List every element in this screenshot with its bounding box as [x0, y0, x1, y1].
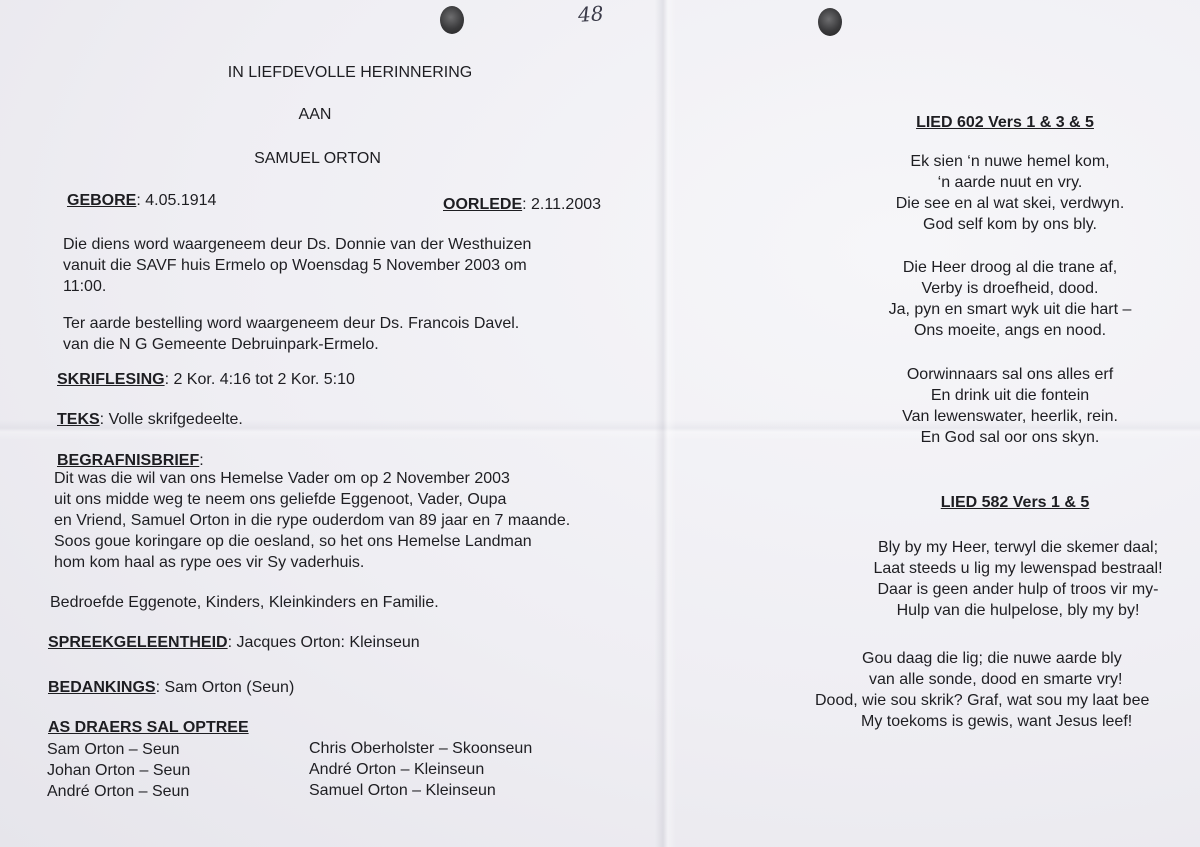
hymn-line: Van lewenswater, heerlik, rein. — [902, 408, 1118, 425]
hymn-line: Ja, pyn en smart wyk uit die hart – — [888, 301, 1132, 318]
hymn-602-stanza-3 — [850, 364, 1170, 448]
speaker-value: : Jacques Orton: Kleinseun — [227, 634, 420, 651]
hymn-582-title: LIED 582 Vers 1 & 5 — [940, 494, 1090, 511]
hymn-line: En God sal oor ons skyn. — [920, 429, 1100, 446]
bearers-column-1 — [47, 739, 190, 802]
reading-line — [57, 369, 355, 390]
died-date: : 2.11.2003 — [522, 196, 602, 213]
hymn-602-title: LIED 602 Vers 1 & 3 & 5 — [916, 114, 1094, 131]
service-line: vanuit die SAVF huis Ermelo op Woensdag 5 November 2003 om — [63, 257, 527, 274]
punch-hole-left — [440, 6, 464, 34]
hymn-line: Oorwinnaars sal ons alles erf — [906, 366, 1114, 383]
burial-line: van die N G Gemeente Debruinpark-Ermelo. — [63, 336, 379, 353]
bearer-name: André Orton – Kleinseun — [309, 761, 485, 778]
speaker-line — [48, 632, 420, 653]
hymn-line: Dood, wie sou skrik? Graf, wat sou my laat bee — [815, 692, 1150, 709]
letter-line: hom kom haal as rype oes vir Sy vaderhuis. — [54, 554, 365, 571]
text-label: TEKS — [57, 411, 100, 428]
hymn-line: ‘n aarde nuut en vry. — [937, 174, 1083, 191]
service-line: 11:00. — [63, 278, 107, 295]
letter-label: BEGRAFNISBRIEF — [57, 452, 200, 469]
hymn-line: Laat steeds u lig my lewenspad bestraal! — [873, 560, 1163, 577]
hymn-582-stanza-2 — [815, 648, 1200, 732]
deceased-name: SAMUEL ORTON — [254, 150, 381, 167]
service-line: Die diens word waargeneem deur Ds. Donnie van der Westhuizen — [63, 236, 532, 253]
died-line — [443, 194, 601, 215]
bearer-name: André Orton – Seun — [47, 783, 190, 800]
reading-value: : 2 Kor. 4:16 tot 2 Kor. 5:10 — [164, 371, 355, 388]
hymn-line: Daar is geen ander hulp of troos vir my- — [877, 581, 1159, 598]
letter-line: en Vriend, Samuel Orton in die rype ouderdom van 89 jaar en 7 maande. — [54, 512, 571, 529]
born-date: : 4.05.1914 — [136, 192, 217, 209]
hymn-line: My toekoms is gewis, want Jesus leef! — [861, 713, 1133, 730]
text-value: : Volle skrifgedeelte. — [99, 411, 243, 428]
letter-paragraph — [54, 468, 570, 573]
text-line — [57, 409, 243, 430]
hymn-602-stanza-2 — [850, 257, 1170, 341]
speaker-label: SPREEKGELEENTHEID — [48, 634, 228, 651]
hymn-line: Gou daag die lig; die nuwe aarde bly — [862, 650, 1122, 667]
hymn-602-stanza-1 — [850, 151, 1170, 235]
bearer-name: Sam Orton – Seun — [47, 741, 180, 758]
bearer-name: Samuel Orton – Kleinseun — [309, 782, 496, 799]
bearers-column-2 — [309, 738, 532, 801]
service-paragraph — [63, 234, 531, 297]
hymn-582-stanza-1 — [836, 537, 1200, 621]
hymn-line: En drink uit die fontein — [930, 387, 1090, 404]
hymn-line: Bly by my Heer, terwyl die skemer daal; — [877, 539, 1159, 556]
hymn-line: Ek sien ‘n nuwe hemel kom, — [910, 153, 1110, 170]
letter-line: uit ons midde weg te neem ons geliefde Eggenoot, Vader, Oupa — [54, 491, 507, 508]
punch-hole-right — [818, 8, 842, 36]
letter-line: Dit was die wil van ons Hemelse Vader om op 2 November 2003 — [54, 470, 510, 487]
bearer-name: Johan Orton – Seun — [47, 762, 191, 779]
thanks-label: BEDANKINGS — [48, 679, 156, 696]
hymn-line: Die see en al wat skei, verdwyn. — [895, 195, 1125, 212]
letter-line: Soos goue koringare op die oesland, so het ons Hemelse Landman — [54, 533, 532, 550]
bearer-name: Chris Oberholster – Skoonseun — [309, 740, 533, 757]
born-line — [67, 190, 216, 211]
letter-colon: : — [199, 452, 204, 469]
aan-label: AAN — [298, 106, 332, 123]
memorial-heading: IN LIEFDEVOLLE HERINNERING — [227, 64, 473, 81]
thanks-value: : Sam Orton (Seun) — [155, 679, 295, 696]
hymn-line: Die Heer droog al die trane af, — [902, 259, 1118, 276]
burial-line: Ter aarde bestelling word waargeneem deur Ds. Francois Davel. — [63, 315, 520, 332]
family-line: Bedroefde Eggenote, Kinders, Kleinkinders en Familie. — [50, 594, 439, 611]
died-label: OORLEDE — [443, 196, 523, 213]
reading-label: SKRIFLESING — [57, 371, 165, 388]
handwritten-note: 48 — [577, 1, 605, 27]
hymn-line: Verby is droefheid, dood. — [921, 280, 1099, 297]
burial-paragraph — [63, 313, 519, 355]
thanks-line — [48, 677, 294, 698]
born-label: GEBORE — [67, 192, 137, 209]
hymn-line: Ons moeite, angs en nood. — [913, 322, 1107, 339]
hymn-line: van alle sonde, dood en smarte vry! — [869, 671, 1123, 688]
hymn-line: God self kom by ons bly. — [923, 216, 1097, 233]
hymn-line: Hulp van die hulpelose, bly my by! — [896, 602, 1140, 619]
bearers-heading: AS DRAERS SAL OPTREE — [48, 719, 249, 736]
